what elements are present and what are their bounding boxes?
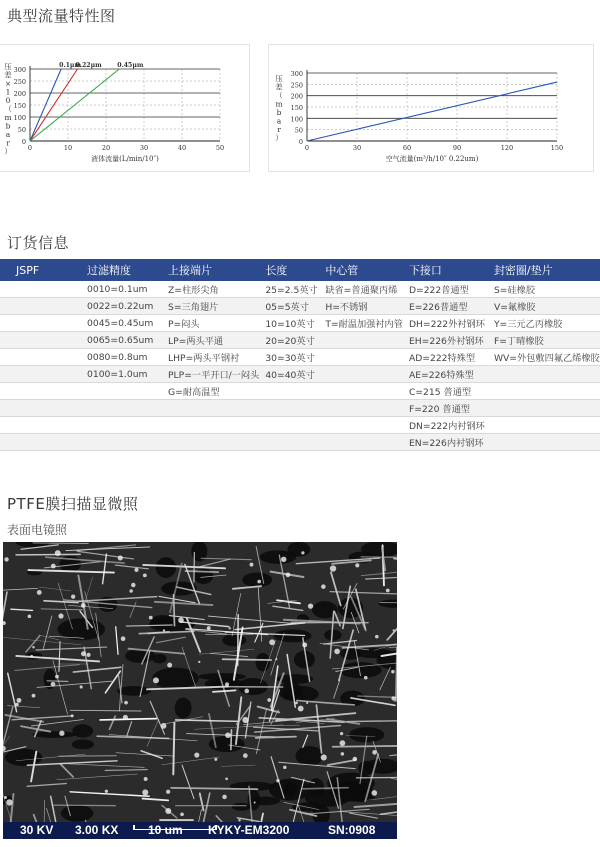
table-cell: 0045=0.45um bbox=[81, 315, 162, 332]
sem-node bbox=[17, 698, 22, 703]
table-row bbox=[0, 400, 600, 417]
sem-node bbox=[301, 551, 304, 554]
sem-node bbox=[391, 670, 394, 673]
sem-node bbox=[124, 701, 128, 705]
sem-node bbox=[386, 589, 390, 593]
sem-node bbox=[198, 661, 200, 663]
sem-node bbox=[222, 795, 226, 799]
sem-node bbox=[371, 790, 377, 796]
table-cell bbox=[81, 434, 162, 451]
order-info-section-title: 订货信息 bbox=[7, 234, 70, 252]
sem-node bbox=[80, 685, 83, 688]
sem-node bbox=[275, 658, 277, 660]
liquid-flow-chart bbox=[0, 44, 250, 172]
table-cell: T=耐温加强衬内管 bbox=[319, 315, 403, 332]
flow-chart-section-title: 典型流量特性图 bbox=[7, 7, 116, 25]
sem-node bbox=[298, 706, 304, 712]
table-cell: P=闷头 bbox=[162, 315, 259, 332]
sem-pore bbox=[156, 557, 176, 578]
sem-pore bbox=[287, 542, 310, 557]
table-header-cell: 下接口 bbox=[403, 259, 488, 281]
table-cell bbox=[0, 366, 81, 383]
sem-node bbox=[355, 563, 359, 567]
sem-node bbox=[71, 714, 74, 717]
table-cell: F=220 普通型 bbox=[403, 400, 488, 417]
y-tick-label: 150 bbox=[290, 104, 303, 112]
sem-node bbox=[214, 758, 217, 761]
sem-node bbox=[353, 757, 358, 762]
sem-node bbox=[118, 555, 123, 560]
table-cell: H=不锈钢 bbox=[319, 298, 403, 315]
table-row bbox=[0, 417, 600, 434]
sem-node bbox=[131, 583, 135, 587]
sem-node bbox=[58, 613, 63, 618]
sem-node bbox=[244, 689, 249, 694]
table-cell bbox=[0, 332, 81, 349]
table-cell bbox=[259, 434, 319, 451]
x-tick-label: 20 bbox=[101, 144, 111, 152]
table-row bbox=[0, 366, 600, 383]
table-header-cell: 封密圈/垫片 bbox=[488, 259, 600, 281]
table-cell: 缺省=普通聚丙烯 bbox=[319, 281, 403, 298]
table-cell: F=丁晴橡胶 bbox=[488, 332, 600, 349]
table-cell: 40=40英寸 bbox=[259, 366, 319, 383]
table-cell: EH=226外衬钢环 bbox=[403, 332, 488, 349]
table-header-cell: 上接端片 bbox=[162, 259, 259, 281]
table-cell: DH=222外衬钢环 bbox=[403, 315, 488, 332]
y-tick-label: 150 bbox=[13, 102, 26, 110]
sem-node bbox=[143, 573, 147, 577]
sem-node bbox=[81, 651, 86, 656]
y-tick-label: 300 bbox=[290, 70, 303, 78]
sem-fiber bbox=[16, 554, 80, 555]
table-cell bbox=[319, 366, 403, 383]
y-tick-label: 0 bbox=[298, 138, 303, 146]
sem-node bbox=[129, 589, 132, 592]
sem-node bbox=[295, 702, 298, 705]
table-cell: C=215 普通型 bbox=[403, 383, 488, 400]
x-axis-label: 液体流量(L/min/10″) bbox=[91, 155, 159, 163]
table-cell bbox=[488, 434, 600, 451]
sem-node bbox=[121, 636, 126, 641]
sem-node bbox=[250, 563, 254, 567]
sem-fiber bbox=[238, 615, 239, 666]
table-cell: G=耐高温型 bbox=[162, 383, 259, 400]
y-tick-label: 200 bbox=[13, 90, 26, 98]
sem-node bbox=[167, 663, 172, 668]
x-tick-label: 150 bbox=[550, 144, 564, 152]
table-cell: Y=三元乙丙橡胶 bbox=[488, 315, 600, 332]
table-cell: 0065=0.65um bbox=[81, 332, 162, 349]
sem-node bbox=[163, 629, 165, 631]
sem-fiber bbox=[47, 681, 68, 682]
sem-node bbox=[321, 584, 326, 589]
y-axis-label: 压差（ m b a r ） bbox=[275, 74, 283, 143]
table-cell: LHP=两头平钢衬 bbox=[162, 349, 259, 366]
table-row bbox=[0, 332, 600, 349]
sem-node bbox=[180, 812, 184, 816]
sem-pore bbox=[32, 731, 76, 738]
sem-node bbox=[372, 750, 377, 755]
table-cell bbox=[0, 281, 81, 298]
sem-node bbox=[144, 777, 148, 781]
y-tick-label: 100 bbox=[13, 114, 26, 122]
sem-node bbox=[302, 642, 307, 647]
table-cell: 0100=1.0um bbox=[81, 366, 162, 383]
sem-node bbox=[134, 568, 138, 572]
table-cell: 30=30英寸 bbox=[259, 349, 319, 366]
sem-fiber bbox=[396, 647, 397, 700]
table-cell bbox=[162, 417, 259, 434]
table-cell bbox=[0, 315, 81, 332]
table-cell: EN=226内衬钢环 bbox=[403, 434, 488, 451]
sem-pore bbox=[72, 724, 93, 737]
table-cell: AE=226特殊型 bbox=[403, 366, 488, 383]
table-row bbox=[0, 383, 600, 400]
x-axis-label: 空气流量(m³/h/10″ 0.22um) bbox=[385, 155, 479, 163]
sem-node bbox=[81, 603, 86, 608]
sem-node bbox=[225, 777, 228, 780]
sem-node bbox=[51, 682, 56, 687]
table-header-cell: 过滤精度 bbox=[81, 259, 162, 281]
table-cell: E=226普通型 bbox=[403, 298, 488, 315]
y-tick-label: 50 bbox=[294, 126, 303, 135]
sem-node bbox=[375, 635, 379, 639]
sem-fiber bbox=[223, 659, 271, 660]
table-cell bbox=[319, 400, 403, 417]
sem-node bbox=[59, 731, 64, 736]
table-cell: 20=20英寸 bbox=[259, 332, 319, 349]
sem-pore bbox=[295, 746, 323, 766]
sem-fiber bbox=[54, 805, 116, 806]
table-header-cell: 长度 bbox=[259, 259, 319, 281]
y-tick-label: 0 bbox=[21, 138, 26, 146]
table-cell bbox=[0, 349, 81, 366]
table-cell: 05=5英寸 bbox=[259, 298, 319, 315]
sem-node bbox=[30, 655, 33, 658]
table-cell: AD=222特殊型 bbox=[403, 349, 488, 366]
x-tick-label: 0 bbox=[27, 144, 33, 152]
series-label: 0.45μm bbox=[117, 62, 144, 69]
table-cell: 10=10英寸 bbox=[259, 315, 319, 332]
x-tick-label: 120 bbox=[500, 144, 514, 152]
x-tick-label: 50 bbox=[215, 144, 225, 152]
sem-node bbox=[281, 557, 286, 562]
sem-node bbox=[165, 808, 171, 814]
sem-fiber bbox=[347, 721, 397, 722]
x-tick-label: 40 bbox=[177, 144, 187, 152]
table-cell: DN=222内衬钢环 bbox=[403, 417, 488, 434]
table-cell bbox=[0, 400, 81, 417]
sem-section-title: PTFE膜扫描显微照 bbox=[7, 495, 139, 513]
table-cell bbox=[319, 349, 403, 366]
sem-pore bbox=[198, 673, 246, 680]
sem-node bbox=[393, 629, 395, 631]
sem-node bbox=[276, 779, 279, 782]
sem-node bbox=[37, 590, 42, 595]
sem-node bbox=[254, 801, 256, 803]
table-cell: LP=两头平通 bbox=[162, 332, 259, 349]
table-row bbox=[0, 349, 600, 366]
sem-fiber bbox=[303, 788, 348, 789]
table-header-cell: JSPF bbox=[0, 259, 81, 281]
sem-node bbox=[225, 682, 229, 686]
x-tick-label: 30 bbox=[352, 144, 362, 152]
sem-node bbox=[105, 790, 108, 793]
sem-node bbox=[306, 702, 308, 704]
table-cell: 0080=0.8um bbox=[81, 349, 162, 366]
table-cell bbox=[319, 332, 403, 349]
sem-fiber bbox=[333, 746, 397, 747]
table-row bbox=[0, 298, 600, 315]
sem-node bbox=[334, 649, 340, 655]
series-label: 0.1μm bbox=[59, 62, 82, 69]
series-line-0.22um bbox=[307, 82, 557, 141]
y-tick-label: 200 bbox=[290, 92, 303, 101]
sem-node bbox=[55, 550, 61, 556]
sem-node bbox=[6, 799, 12, 805]
sem-node bbox=[15, 703, 19, 707]
sem-node bbox=[321, 754, 327, 760]
y-tick-label: 50 bbox=[17, 126, 26, 134]
sem-subtitle: 表面电镜照 bbox=[7, 523, 68, 537]
table-cell bbox=[162, 434, 259, 451]
sem-node bbox=[161, 723, 167, 729]
table-cell: WV=外包敷四氟乙烯橡胶 bbox=[488, 349, 600, 366]
sem-node bbox=[194, 752, 199, 757]
x-tick-label: 90 bbox=[452, 144, 462, 152]
sem-fiber bbox=[231, 730, 232, 750]
sem-pore bbox=[305, 790, 350, 807]
table-cell bbox=[319, 383, 403, 400]
sem-pore bbox=[242, 572, 272, 587]
sem-pore bbox=[340, 647, 360, 659]
x-tick-label: 10 bbox=[63, 144, 73, 152]
sem-node bbox=[340, 740, 346, 746]
sem-node bbox=[32, 646, 34, 648]
sem-node bbox=[207, 626, 211, 630]
sem-node bbox=[340, 732, 343, 735]
sem-info-bar bbox=[3, 822, 397, 839]
sem-node bbox=[286, 572, 291, 577]
sem-node bbox=[149, 616, 153, 620]
y-axis-label: 压差× 1 0 （ m b a r ） bbox=[4, 62, 12, 156]
sem-node bbox=[51, 564, 56, 569]
sem-node bbox=[391, 696, 395, 700]
x-tick-label: 60 bbox=[402, 144, 412, 152]
table-cell bbox=[259, 383, 319, 400]
sem-node bbox=[242, 717, 248, 723]
table-cell: V=氟橡胶 bbox=[488, 298, 600, 315]
sem-pore bbox=[282, 686, 319, 702]
table-row bbox=[0, 315, 600, 332]
sem-node bbox=[283, 766, 286, 769]
table-cell bbox=[81, 417, 162, 434]
sem-pore bbox=[72, 740, 94, 750]
sem-node bbox=[267, 698, 271, 702]
table-cell: S=三角翅片 bbox=[162, 298, 259, 315]
y-tick-label: 250 bbox=[290, 81, 303, 90]
sem-node bbox=[178, 617, 184, 623]
sem-magnification: 3.00 KX bbox=[75, 823, 119, 837]
table-row bbox=[0, 434, 600, 451]
sem-node bbox=[257, 580, 261, 584]
table-cell bbox=[259, 400, 319, 417]
table-cell bbox=[0, 298, 81, 315]
sem-fiber bbox=[174, 595, 175, 626]
sem-node bbox=[269, 639, 275, 645]
table-cell bbox=[488, 366, 600, 383]
sem-pore bbox=[294, 651, 315, 669]
sem-fiber bbox=[185, 571, 218, 572]
sem-node bbox=[330, 565, 336, 571]
table-cell: PLP=一平开口/一闷头 bbox=[162, 366, 259, 383]
table-row bbox=[0, 281, 600, 298]
sem-node bbox=[225, 732, 231, 738]
table-cell bbox=[0, 434, 81, 451]
sem-micrograph bbox=[3, 542, 397, 839]
sem-node bbox=[86, 653, 90, 657]
table-header-cell: 中心管 bbox=[319, 259, 403, 281]
sem-scale-label: 10 um bbox=[148, 823, 183, 837]
sem-pore bbox=[175, 698, 192, 719]
sem-node bbox=[123, 715, 128, 720]
sem-node bbox=[4, 796, 7, 799]
y-tick-label: 300 bbox=[13, 66, 26, 74]
table-cell bbox=[0, 383, 81, 400]
sem-voltage: 30 KV bbox=[20, 823, 54, 837]
table-cell: 25=2.5英寸 bbox=[259, 281, 319, 298]
sem-pore bbox=[273, 629, 311, 642]
sem-node bbox=[166, 790, 170, 794]
table-cell bbox=[488, 400, 600, 417]
sem-node bbox=[71, 595, 75, 599]
table-cell bbox=[319, 417, 403, 434]
table-cell: 0010=0.1um bbox=[81, 281, 162, 298]
air-flow-chart bbox=[268, 44, 594, 172]
sem-pore bbox=[222, 634, 246, 646]
sem-pore bbox=[269, 779, 311, 801]
sem-node bbox=[364, 676, 368, 680]
sem-node bbox=[243, 753, 248, 758]
table-cell bbox=[488, 383, 600, 400]
sem-node bbox=[153, 677, 159, 683]
sem-node bbox=[4, 557, 8, 561]
series-label: 0.22μm bbox=[75, 62, 102, 69]
sem-pore bbox=[61, 805, 93, 822]
table-cell bbox=[81, 400, 162, 417]
sem-model: KYKY-EM3200 bbox=[208, 823, 290, 837]
sem-fiber bbox=[173, 723, 174, 775]
y-tick-label: 250 bbox=[13, 78, 26, 86]
sem-pore bbox=[232, 803, 251, 811]
table-cell bbox=[0, 417, 81, 434]
sem-node bbox=[142, 789, 148, 795]
table-cell bbox=[488, 417, 600, 434]
x-tick-label: 30 bbox=[139, 144, 149, 152]
table-cell: S=硅橡胶 bbox=[488, 281, 600, 298]
sem-fiber bbox=[356, 777, 397, 778]
table-cell: Z=柱形尖角 bbox=[162, 281, 259, 298]
x-tick-label: 0 bbox=[304, 144, 310, 152]
table-cell bbox=[81, 383, 162, 400]
order-info-table bbox=[0, 259, 600, 451]
sem-node bbox=[28, 615, 32, 619]
sem-pore bbox=[117, 686, 151, 696]
table-cell: 0022=0.22um bbox=[81, 298, 162, 315]
sem-node bbox=[308, 603, 313, 608]
y-tick-label: 100 bbox=[290, 115, 303, 124]
sem-node bbox=[32, 694, 36, 698]
sem-pore bbox=[152, 668, 198, 690]
sem-fiber bbox=[59, 756, 116, 757]
table-cell: D=222普通型 bbox=[403, 281, 488, 298]
sem-serial: SN:0908 bbox=[328, 823, 376, 837]
table-cell bbox=[319, 434, 403, 451]
sem-node bbox=[229, 627, 231, 629]
table-cell bbox=[162, 400, 259, 417]
sem-node bbox=[55, 675, 59, 679]
table-cell bbox=[259, 417, 319, 434]
sem-node bbox=[341, 752, 345, 756]
sem-scale-bar bbox=[133, 825, 217, 830]
